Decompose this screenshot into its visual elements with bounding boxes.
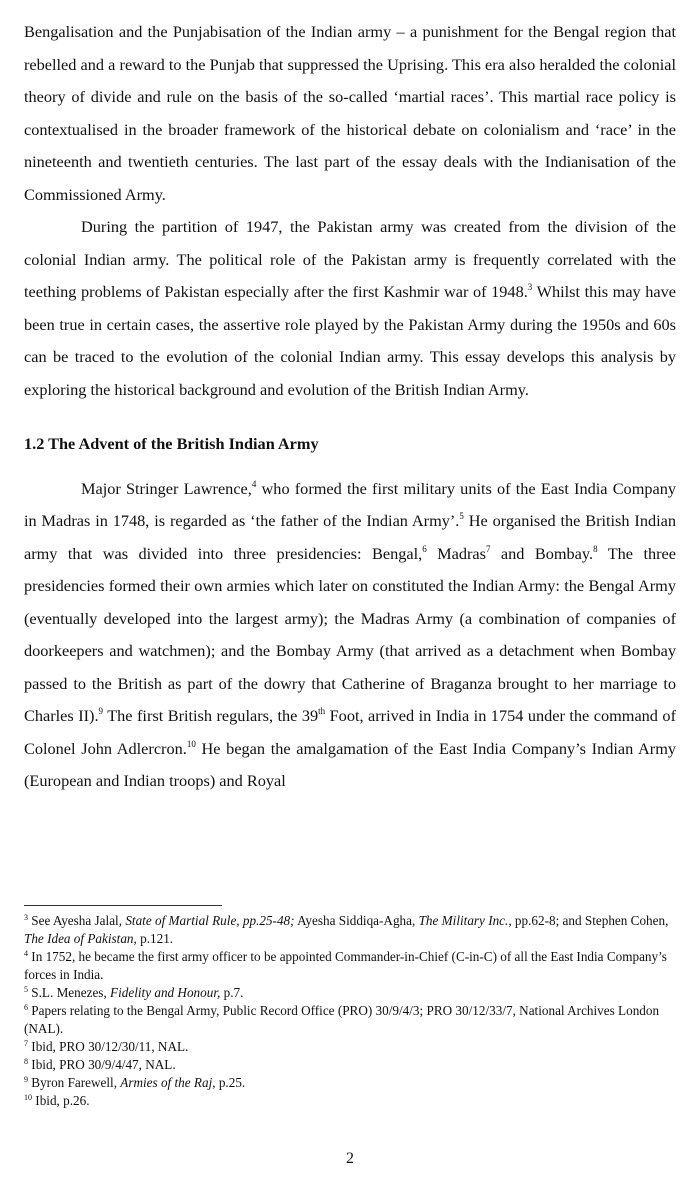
footnote-separator bbox=[24, 905, 222, 906]
section-heading: 1.2 The Advent of the British Indian Army bbox=[24, 434, 319, 453]
document-page bbox=[24, 0, 676, 1184]
footnote-9: $^9$ Byron Farewell, Armies of the Raj, p.25. bbox=[24, 1075, 246, 1090]
ordinal-suffix: th bbox=[318, 706, 326, 716]
footnote-ref-6: 6 bbox=[422, 543, 427, 554]
footnotes bbox=[24, 912, 676, 1110]
footnote-ref-7: 7 bbox=[485, 543, 491, 554]
footnote-4: $^4$ In 1752, he became the first army officer to be appointed Commander-in-Chief (C-in-C) of all the East India Company’s forces in India. bbox=[24, 949, 667, 982]
paragraph-bengalisation: Bengalisation and the Punjabisation of the Indian army – a punishment for the Bengal region that rebelled and a reward to the Punjab that suppressed the Uprising. This era also heralded the colonial theory of divide and rule on the basis of the so-called ‘martial races’. This martial race policy is contextualised in the broader framework of the historical debate on colonialism and ‘race’ in the nineteenth and twentieth centuries. The last part of the essay deals with the Indianisation of the Commissioned Army. bbox=[24, 22, 676, 204]
paragraph-partition: During the partition of 1947, the Pakistan army was created from the division of the colonial Indian army. The political role of the Pakistan army is frequently correlated with the teething problems of Pakistan especially after the first Kashmir war of 1948.$^3$ Whilst this may have been true in certain cases, the assertive role played by the Pakistan Army during the 1950s and 60s can be traced to the evolution of the colonial Indian army. This essay develops this analysis by exploring the historical background and evolution of the British Indian Army. bbox=[24, 217, 676, 399]
footnote-ref-4: 4 bbox=[251, 478, 257, 489]
footnote-ref-9: 9 bbox=[98, 706, 104, 716]
footnote-8: $^8$ Ibid, PRO 30/9/4/47, NAL. bbox=[24, 1057, 176, 1072]
page-number: 2 bbox=[346, 1150, 354, 1167]
footnote-7: $^7$ Ibid, PRO 30/12/30/11, NAL. bbox=[24, 1039, 189, 1054]
footnote-10: $^{10}$ Ibid, p.26. bbox=[24, 1093, 90, 1108]
paragraph-advent: Major Stringer Lawrence,$^4$ who formed the first military units of the East India Company in Madras in 1748, is regarded as ‘the father of the Indian Army’.$^5$ He organised the British Indian army that was divided into three presidencies: Bengal,$^6$ Madras$^7$ and Bombay.$^8$ The three presidencies formed their own armies which later on constituted the Indian Army: the Bengal Army (eventually developed into the largest army); the Madras Army (a combination of companies of doorkeepers and watchmen); and the Bombay Army (that arrived as a detachment when Bombay passed to the British as part of the dowry that Catherine of Braganza brought to her marriage to Charles II).$^9$ The first British regulars, the 39th Foot, arrived in India in 1754 under the command of Colonel John Adlercron.$^{10}$ He began the amalgamation of the East India Company’s Indian Army (European and Indian troops) and Royal bbox=[24, 478, 677, 790]
footnote-6: $^6$ Papers relating to the Bengal Army, Public Record Office (PRO) 30/9/4/3; PRO 30/12/33/7, National Archives London (NAL). bbox=[24, 1003, 660, 1036]
body-text bbox=[24, 16, 676, 798]
footnote-ref-3: 3 bbox=[527, 282, 533, 292]
footnote-ref-8: 8 bbox=[593, 543, 598, 554]
footnote-ref-10: 10 bbox=[186, 738, 196, 749]
footnote-5: $^5$ S.L. Menezes, Fidelity and Honour, p.7. bbox=[24, 985, 244, 1000]
footnote-ref-5: 5 bbox=[459, 511, 464, 521]
footnote-3: $^3$ See Ayesha Jalal, State of Martial Rule, pp.25-48; Ayesha Siddiqa-Agha, The Military Inc., pp.62-8; and Stephen Cohen, The Idea of Pakistan, p.121. bbox=[24, 913, 669, 946]
